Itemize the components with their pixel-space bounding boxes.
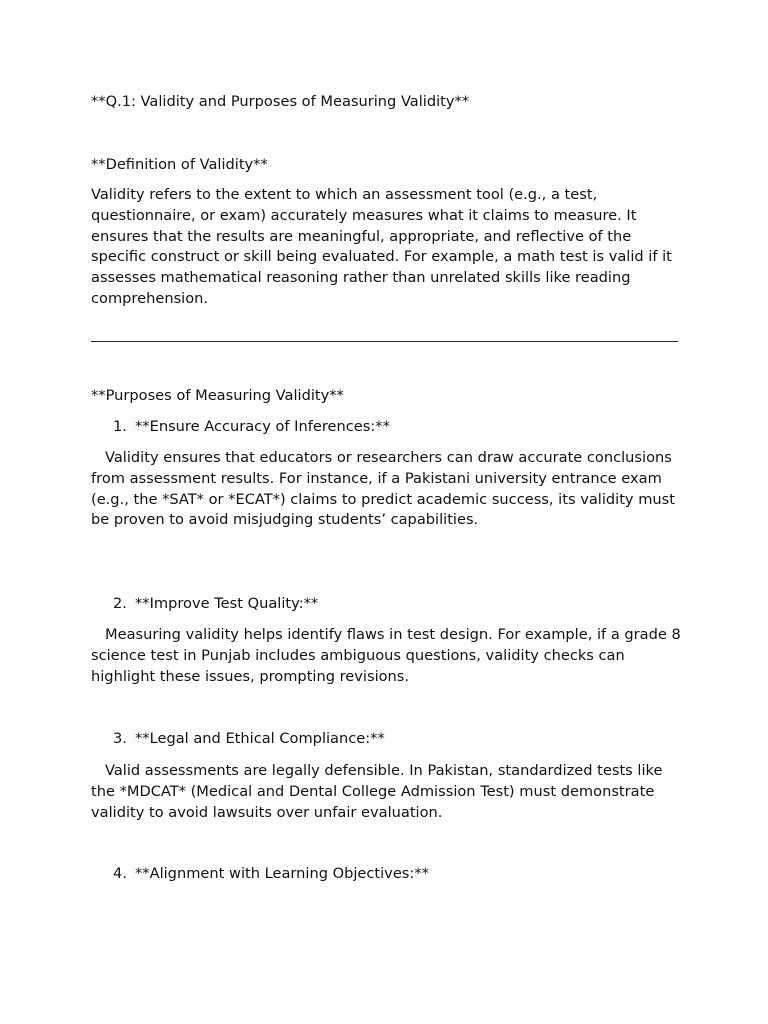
purpose-item-paragraph	[91, 625, 681, 687]
purpose-item-title: **Legal and Ethical Compliance:**	[135, 730, 385, 747]
purpose-item-title: **Ensure Accuracy of Inferences:**	[135, 418, 390, 435]
list-number: 3.	[113, 730, 127, 747]
purpose-item-text: Validity ensures that educators or researchers can draw accurate conclusions from assessment results. For instance, if a Pakistani university entrance exam (e.g., the *SAT* or *ECAT*) claims to predict academic success, its validity must be proven to avoid misjudging students’ capabilities.	[91, 449, 675, 529]
horizontal-divider	[91, 341, 678, 342]
list-number: 2.	[113, 595, 127, 612]
purpose-item-paragraph	[91, 761, 681, 823]
purpose-item-heading	[113, 417, 390, 437]
purpose-item-title: **Alignment with Learning Objectives:**	[135, 865, 429, 882]
question-title: **Q.1: Validity and Purposes of Measuring Validity**	[91, 93, 470, 110]
purposes-heading: **Purposes of Measuring Validity**	[91, 387, 344, 404]
purpose-item-paragraph	[91, 448, 681, 531]
definition-heading: **Definition of Validity**	[91, 156, 268, 173]
list-number: 1.	[113, 418, 127, 435]
purpose-item-heading	[113, 594, 318, 614]
purpose-item-heading	[113, 864, 429, 884]
purpose-item-title: **Improve Test Quality:**	[135, 595, 319, 612]
list-number: 4.	[113, 865, 127, 882]
purpose-item-heading	[113, 729, 385, 749]
definition-paragraph: Validity refers to the extent to which an assessment tool (e.g., a test, questionnaire, or exam) accurately measures what it claims to measure. It ensures that the results are meaningful, appropriate, and reflective of the specific construct or skill being evaluated. For example, a math test is valid if it assesses mathematical reasoning rather than unrelated skills like reading comprehension.	[91, 186, 672, 307]
purpose-item-text: Valid assessments are legally defensible. In Pakistan, standardized tests like the *MDCAT* (Medical and Dental College Admission Test) must demonstrate validity to avoid lawsuits over unfair evaluation.	[91, 762, 663, 821]
purpose-item-text: Measuring validity helps identify flaws in test design. For example, if a grade 8 science test in Punjab includes ambiguous questions, validity checks can highlight these issues, prompting revisions.	[91, 626, 681, 685]
